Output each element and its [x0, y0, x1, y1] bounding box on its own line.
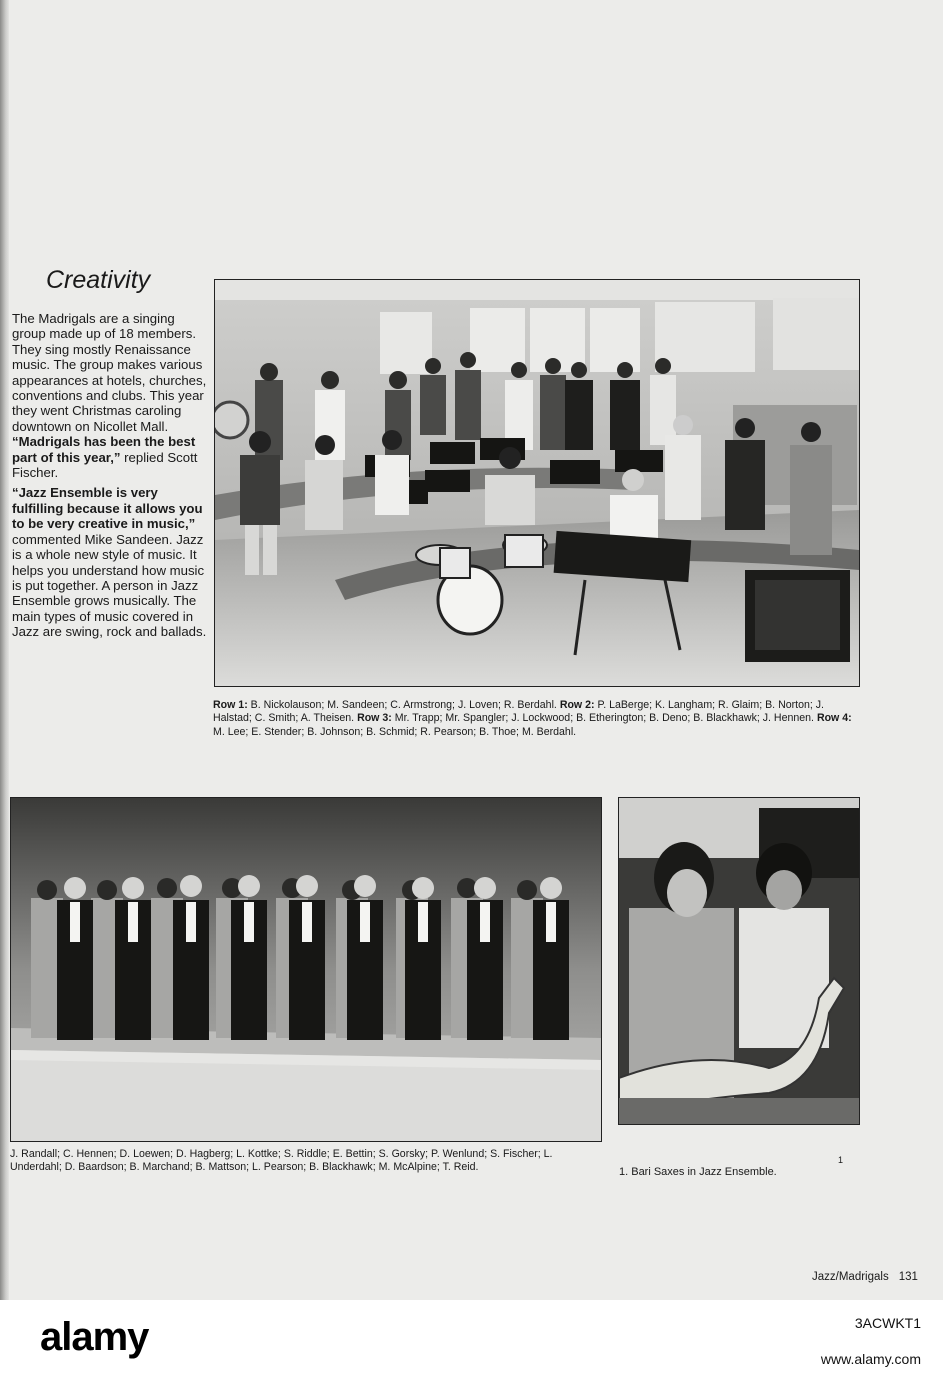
footer-section-name: Jazz/Madrigals [812, 1271, 889, 1283]
page-number: 131 [898, 1271, 918, 1283]
madrigals-photo [10, 797, 602, 1142]
bari-sax-photo [618, 797, 860, 1125]
jazz-ensemble-photo [214, 279, 860, 687]
paragraph-jazz [12, 485, 208, 639]
jazz-ensemble-caption [213, 699, 863, 739]
row2-label: Row 2: [559, 699, 595, 711]
sax-caption-marker: 1 [838, 1155, 844, 1165]
row3-names: Mr. Trapp; Mr. Spangler; J. Lockwood; B. Etherington; B. Deno; B. Blackhawk; J. Hennen. [391, 712, 817, 725]
row1-names: B. Nickolauson; M. Sandeen; C. Armstrong; J. Loven; R. Berdahl. [247, 699, 560, 711]
quote-sandeen: “Jazz Ensemble is very fulfilling because it allows you to be very creative in music,” [12, 485, 203, 532]
stock-image-id: 3ACWKT1 [854, 1315, 921, 1331]
stock-logo: alamy [40, 1315, 149, 1359]
page-footer [812, 1271, 918, 1283]
row4-label: Row 4: [816, 712, 852, 725]
quote-fischer: “Madrigals has been the best part of this year,” [12, 434, 196, 465]
paragraph-madrigals [12, 311, 208, 480]
row3-label: Row 3: [357, 712, 392, 725]
section-heading: Creativity [46, 266, 151, 294]
madrigals-caption: J. Randall; C. Hennen; D. Loewen; D. Hagberg; L. Kottke; S. Riddle; E. Bettin; S. Gorsky; P. Wenlund; S. Fischer; L. Underdahl; D. Baardson; B. Marchand; B. Mattson; L. Pearson; B. Blackhawk; M. McAlpine; T. Reid. [10, 1148, 553, 1174]
row4-names: M. Lee; E. Stender; B. Johnson; B. Schmid; R. Pearson; B. Thoe; M. Berdahl. [213, 725, 577, 738]
body-text [12, 311, 208, 645]
sax-caption: 1. Bari Saxes in Jazz Ensemble. [619, 1166, 777, 1178]
paragraph-madrigals-tail: replied Scott Fischer. [12, 449, 198, 481]
row2-names: P. LaBerge; K. Langham; R. Glaim; B. Norton; J. Halstad; C. Smith; A. Theisen. [213, 699, 824, 725]
stock-url: www.alamy.com [820, 1351, 921, 1367]
paragraph-madrigals-text: The Madrigals are a singing group made up of 18 members. They sing mostly Renaissance music. The group makes various appearances at hotels, churches, conventions and clubs. This year they went Christmas caroling downtown on Nicollet Mall. [12, 311, 207, 434]
paragraph-jazz-tail: commented Mike Sandeen. Jazz is a whole new style of music. It helps you understand how music is put together. A person in Jazz Ensemble grows musically. The main types of music covered in Jazz are swing, rock and ballads. [12, 531, 207, 640]
row1-label: Row 1: [213, 699, 248, 711]
page-binding-shadow [0, 0, 9, 1300]
